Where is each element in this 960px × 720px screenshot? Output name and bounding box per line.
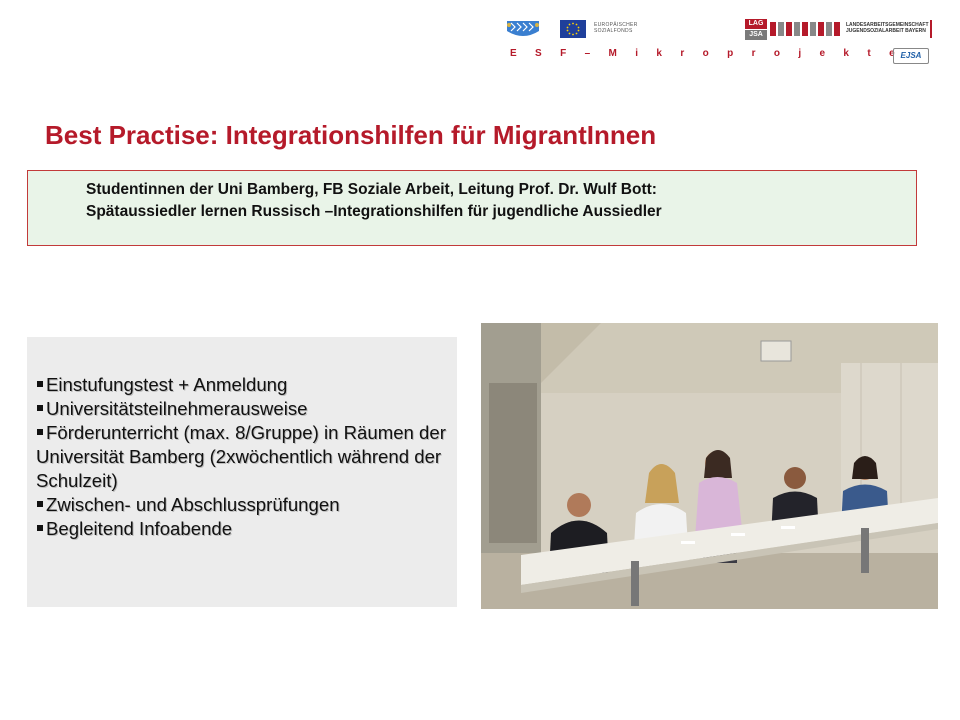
list-item: Zwischen- und Abschlussprüfungen [36, 493, 457, 517]
subtitle-line: Studentinnen der Uni Bamberg, FB Soziale Arbeit, Leitung Prof. Dr. Wulf Bott: [86, 181, 657, 198]
lag-organisation-name: LANDESARBEITSGEMEINSCHAFT JUGENDSOZIALARBEIT BAYERN [846, 22, 929, 34]
square-bullet-icon [37, 525, 43, 531]
page-title: Best Practise: Integrationshilfen für MigrantInnen [45, 120, 657, 150]
bullet-list [36, 373, 457, 541]
eu-flag-logo [560, 20, 586, 38]
list-item: Förderunterricht (max. 8/Gruppe) in Räumen der Universität Bamberg (2xwöchentlich während der Schulzeit) [36, 422, 446, 491]
eu-fund-label: EUROPÄISCHER SOZIALFONDS [594, 22, 638, 34]
lag-logo-stripes [770, 22, 840, 36]
ejsa-logo: EJSA [893, 48, 929, 64]
bavaria-state-logo [505, 19, 541, 39]
classroom-photo [481, 323, 938, 609]
bullet-panel [27, 337, 457, 607]
subtitle-box [27, 170, 917, 246]
square-bullet-icon [37, 429, 43, 435]
square-bullet-icon [37, 381, 43, 387]
lag-jsa-logo: LAG JSA [745, 19, 769, 41]
list-item: Universitätsteilnehmerausweise [36, 397, 457, 421]
list-item: Begleitend Infoabende [36, 517, 457, 541]
subtitle-line: Spätaussiedler lernen Russisch –Integrationshilfen für jugendliche Aussiedler [86, 203, 662, 220]
header-logo-bar [0, 14, 960, 74]
square-bullet-icon [37, 501, 43, 507]
lag-logo-divider [930, 20, 932, 38]
program-name: E S F – M i k r o p r o j e k t e [510, 48, 903, 59]
list-item: Einstufungstest + Anmeldung [36, 373, 457, 397]
square-bullet-icon [37, 405, 43, 411]
